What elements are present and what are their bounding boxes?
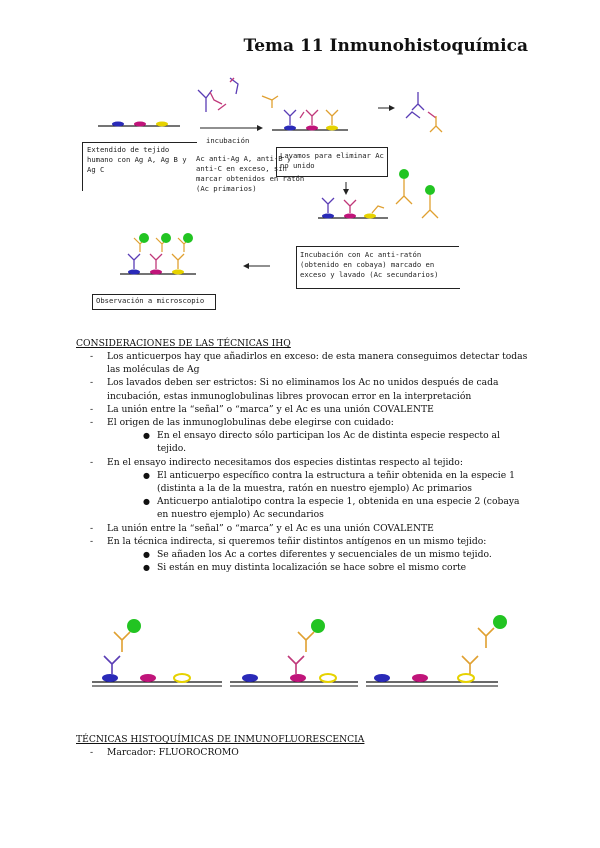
- sub-list: [107, 548, 530, 574]
- sub-list-item: ● Si están en muy distinta localización se hace sobre el mismo corte: [143, 561, 530, 574]
- list-item-text: Marcador: FLUOROCROMO: [107, 747, 239, 758]
- sub-list: [107, 429, 530, 455]
- list-item: [90, 416, 530, 456]
- list-item: [90, 376, 530, 402]
- list-item-text: La unión entre la “señal” o “marca” y el Ac es una unión COVALENTE: [107, 403, 434, 415]
- immunofluorescence-list: [90, 746, 530, 759]
- tissue-slide-step1: [98, 122, 180, 127]
- list-item: [90, 522, 530, 535]
- secondary-box-bottom: [296, 288, 460, 289]
- section-heading-considerations: CONSIDERACIONES DE LAS TÉCNICAS IHQ: [76, 338, 291, 349]
- list-item-text: La unión entre la “señal” o “marca” y el Ac es una unión COVALENTE: [107, 522, 434, 534]
- list-item-text: En el ensayo indirecto necesitamos dos especies distintas respecto al tejido:: [107, 456, 463, 468]
- list-item: [90, 456, 530, 522]
- list-item-text: Los anticuerpos hay que añadirlos en exceso: de esta manera conseguimos detectar todas las moléculas de Ag: [107, 351, 528, 376]
- list-item: [90, 403, 530, 416]
- sub-list-item: ● El anticuerpo específico contra la estructura a teñir obtenida en la especie 1 (distinta a la de la muestra, ratón en nuestro ejemplo) Ac primarios: [143, 469, 530, 495]
- tissue-slide-step2: [272, 110, 348, 131]
- sub-list: [107, 469, 530, 522]
- washed-antibodies: [406, 92, 442, 132]
- list-item-text: El origen de las inmunoglobulinas debe elegirse con cuidado:: [107, 417, 394, 429]
- primary-antibody-label: Ac anti-Ag A, anti-B y anti-C en exceso, sin marcar obtenidos en ratón (Ac primarios): [196, 154, 305, 193]
- list-item-text: Los lavados deben ser estrictos: Si no eliminamos los Ac no unidos después de cada incubación, estas inmunoglobulinas libres provocan error en la interpretación: [107, 377, 499, 402]
- sub-list-item: ● Se añaden los Ac a cortes diferentes y secuenciales de un mismo tejido.: [143, 548, 530, 561]
- considerations-list: [90, 350, 530, 574]
- section-heading-immunofluorescence: TÉCNICAS HISTOQUÍMICAS DE INMUNOFLUORESCENCIA: [76, 734, 365, 745]
- sub-list-item: ● En el ensayo directo sólo participan los Ac de distinta especie respecto al tejido.: [143, 429, 530, 455]
- list-item: [90, 535, 530, 575]
- secondary-antibody-label: Incubación con Ac anti-ratón (obtenido en cobaya) marcado en exceso y lavado (Ac secundarios): [300, 250, 439, 279]
- tissue-slide-step3: [318, 182, 388, 219]
- tissue-slide-final: [120, 233, 196, 275]
- sub-list-item: ● Anticuerpo antialotipo contra la especie 1, obtenida en una especie 2 (cobaya en nuestro ejemplo) Ac secundarios: [143, 495, 530, 521]
- wash-label: Lavamos para eliminar Ac no unido: [280, 151, 384, 170]
- incubation-label: incubación: [206, 136, 250, 145]
- labelled-secondary-antibodies: [396, 169, 438, 218]
- list-item-text: En la técnica indirecta, si queremos teñir distintos antígenos en un mismo tejido:: [107, 535, 487, 547]
- free-antibodies: [198, 78, 278, 112]
- sequential-staining-diagram: [0, 612, 600, 712]
- tissue-label: Extendido de tejido humano con Ag A, Ag B y Ag C: [87, 145, 187, 174]
- list-item: [90, 746, 530, 759]
- page-title: Tema 11 Inmunohistoquímica: [243, 36, 528, 56]
- observe-label: Observación a microscopio: [96, 296, 205, 305]
- list-item: [90, 350, 530, 376]
